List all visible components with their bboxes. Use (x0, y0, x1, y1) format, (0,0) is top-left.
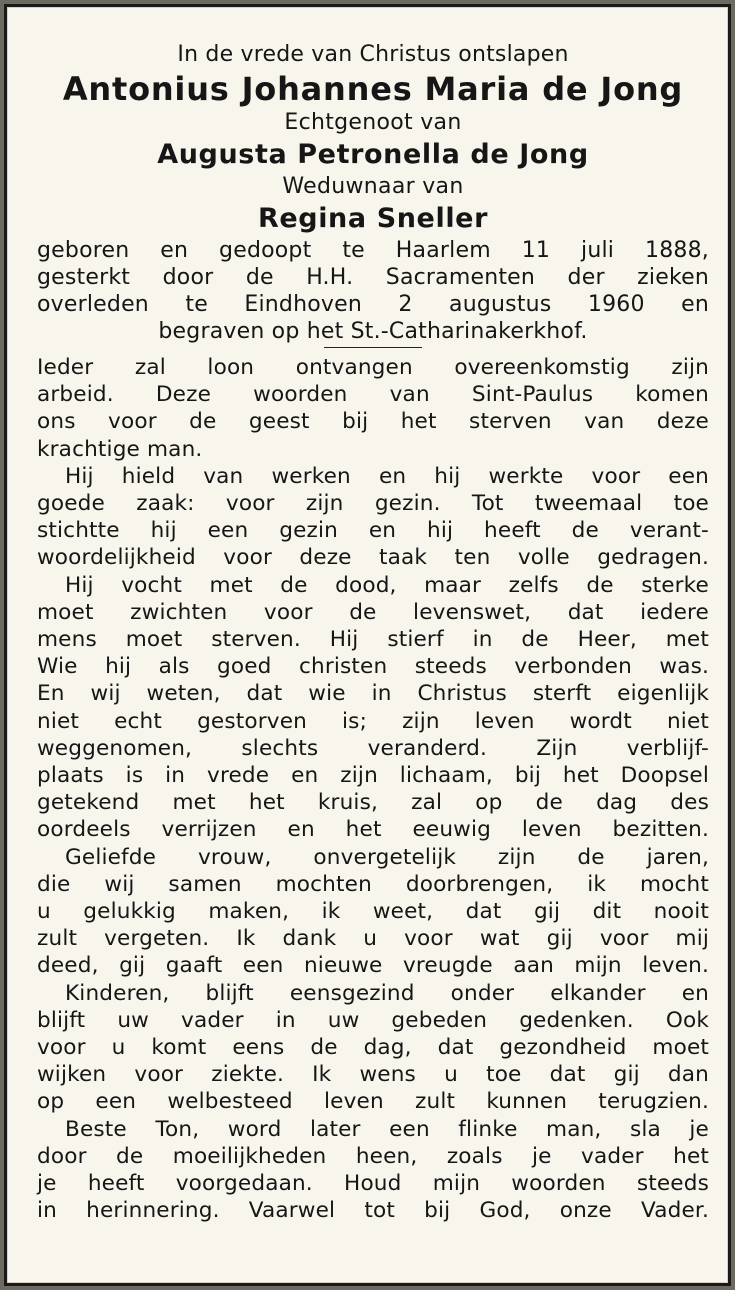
text-line: op een welbesteed leven zult kunnen terugzien. (37, 1089, 709, 1115)
text-line: zult vergeten. Ik dank u voor wat gij voor mij (37, 926, 709, 952)
text-line: Hij vocht met de dood, maar zelfs de sterke (65, 572, 709, 598)
spouse-name: Augusta Petronella de Jong (157, 139, 589, 170)
text-line: Ieder zal loon ontvangen overeenkomstig zijn (37, 355, 709, 380)
text-line: getekend met het kruis, zal op de dag des (37, 790, 709, 816)
text-line: blijft uw vader in uw gebeden gedenken. Ook (37, 1007, 709, 1033)
text-line: oordeels verrijzen en het eeuwig leven bezitten. (37, 817, 709, 843)
detail-line: overleden te Eindhoven 2 augustus 1960 en (37, 292, 709, 317)
detail-line: geboren en gedoopt te Haarlem 11 juli 1888, (37, 238, 709, 263)
text-line: ons voor de geest bij het sterven van deze (37, 409, 709, 435)
text-line: moet zwichten voor de levenswet, dat iedere (37, 599, 709, 625)
widower-relation: Weduwnaar van (282, 174, 464, 199)
text-line: door de moeilijkheden heen, zoals je vader het (37, 1143, 709, 1169)
text-line: En wij weten, dat wie in Christus sterft eigenlijk (37, 681, 709, 707)
separator-rule (324, 347, 422, 348)
spouse-relation: Echtgenoot van (284, 110, 462, 135)
text-line: Kinderen, blijft eensgezind onder elkander en (65, 980, 709, 1006)
text-line: voor u komt eens de dag, dat gezondheid moet (37, 1035, 709, 1061)
text-line: in herinnering. Vaarwel tot bij God, onze Vader. (37, 1198, 709, 1224)
former-spouse-name: Regina Sneller (257, 203, 489, 234)
text-line: krachtige man. (37, 436, 203, 462)
text-line: Wie hij als goed christen steeds verbonden was. (37, 654, 709, 680)
intro-line: In de vrede van Christus ontslapen (177, 42, 569, 67)
text-line: weggenomen, slechts veranderd. Zijn verblijf- (37, 735, 709, 761)
text-line: stichtte hij een gezin en hij heeft de verant- (37, 518, 709, 544)
text-line: wijken voor ziekte. Ik wens u toe dat gij dan (37, 1062, 709, 1088)
text-line: woordelijkheid voor deze taak ten volle gedragen. (37, 545, 709, 571)
text-line: u gelukkig maken, ik weet, dat gij dit nooit (37, 899, 709, 925)
text-line: mens moet sterven. Hij stierf in de Heer, met (37, 627, 709, 653)
memorial-text (37, 354, 709, 1225)
text-line: Geliefde vrouw, onvergetelijk zijn de jaren, (65, 844, 709, 870)
card-content (37, 41, 709, 1225)
detail-line: gesterkt door de H.H. Sacramenten der zieken (37, 265, 709, 290)
text-line: je heeft voorgedaan. Houd mijn woorden steeds (37, 1171, 709, 1197)
text-line: plaats is in vrede en zijn lichaam, bij het Doopsel (37, 763, 709, 789)
text-line: deed, gij gaaft een nieuwe vreugde aan mijn leven. (37, 953, 709, 979)
text-line: Beste Ton, word later een flinke man, sla je (65, 1116, 709, 1142)
memorial-card (4, 4, 731, 1286)
life-details (37, 237, 709, 345)
detail-line: begraven op het St.-Catharinakerkhof. (158, 319, 588, 344)
text-line: arbeid. Deze woorden van Sint-Paulus komen (37, 382, 709, 408)
text-line: die wij samen mochten doorbrengen, ik mocht (37, 871, 709, 897)
text-line: goede zaak: voor zijn gezin. Tot tweemaal toe (37, 491, 709, 517)
text-line: Hij hield van werken en hij werkte voor een (65, 463, 709, 489)
text-line: niet echt gestorven is; zijn leven wordt niet (37, 708, 709, 734)
deceased-name: Antonius Johannes Maria de Jong (62, 70, 684, 108)
